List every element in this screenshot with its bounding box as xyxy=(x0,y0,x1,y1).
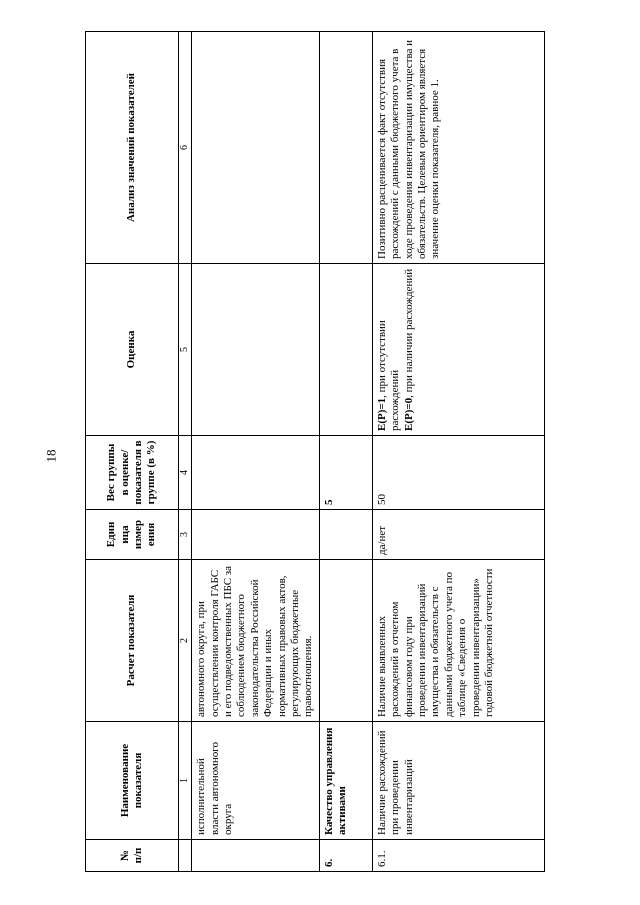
cell-name: исполнительной власти автономного округа xyxy=(192,722,320,840)
cell-name: Наличие расхождений при проведении инвентаризаций xyxy=(372,722,544,840)
column-number: 3 xyxy=(179,510,192,560)
cell-analysis: Позитивно расценивается факт отсутствия расхождений с данными бюджетного учета в ходе проведения инвентаризации имущества и обязательств. Целевым ориентиром является значение оценки показателя, равное 1. xyxy=(372,32,544,264)
score-line-2 xyxy=(403,268,416,431)
header-weight: Вес группы в оценке/ показателя в группе (в %) xyxy=(86,436,179,510)
header-row xyxy=(86,32,179,872)
header-calc: Расчет показателя xyxy=(86,560,179,722)
column-number-row xyxy=(179,32,192,872)
header-score: Оценка xyxy=(86,264,179,436)
cell-unit xyxy=(192,510,320,560)
score-formula-1: E(P)=1 xyxy=(375,397,388,431)
table-row xyxy=(192,32,320,872)
cell-score xyxy=(192,264,320,436)
score-formula-2: E(P)=0 xyxy=(402,397,415,431)
cell-calc: Наличие выявленных расхождений в отчетном финансовом году при проведении инвентаризаций имущества и обязательств с данными бюджетного учета по таблице «Сведения о проведении инвентаризации» годовой бюджетной отчетности xyxy=(372,560,544,722)
rotated-table-container xyxy=(85,32,560,872)
cell-score xyxy=(372,264,544,436)
table-row xyxy=(372,32,544,872)
cell-analysis xyxy=(192,32,320,264)
header-analysis: Анализ значений показателей xyxy=(86,32,179,264)
cell-name: Качество управления активами xyxy=(319,722,372,840)
score-text-2: , при наличии расхождений xyxy=(402,268,415,398)
indicators-table xyxy=(85,31,545,872)
cell-weight: 5 xyxy=(319,436,372,510)
score-text-1: , при отсутствии расхождений xyxy=(375,320,402,431)
cell-analysis xyxy=(319,32,372,264)
header-num: № п/п xyxy=(86,840,179,872)
column-number: 1 xyxy=(179,722,192,840)
cell-score xyxy=(319,264,372,436)
cell-num: 6.1. xyxy=(372,840,544,872)
column-number: 2 xyxy=(179,560,192,722)
column-number: 6 xyxy=(179,32,192,264)
column-number xyxy=(179,840,192,872)
header-name: Наименование показателя xyxy=(86,722,179,840)
table-row xyxy=(319,32,372,872)
header-unit: Един ица измер ения xyxy=(86,510,179,560)
score-line-1 xyxy=(376,268,403,431)
cell-calc xyxy=(319,560,372,722)
column-number: 5 xyxy=(179,264,192,436)
cell-unit: да/нет xyxy=(372,510,544,560)
column-number: 4 xyxy=(179,436,192,510)
cell-weight xyxy=(192,436,320,510)
cell-weight: 50 xyxy=(372,436,544,510)
page-number: 18 xyxy=(43,449,59,463)
cell-unit xyxy=(319,510,372,560)
cell-calc: автономного округа, при осуществлении контроля ГАБС и его подведомственных ПБС за соблюдением бюджетного законодательства Российской Федерации и иных нормативных правовых актов, регулирующих бюджетные правоотношения. xyxy=(192,560,320,722)
cell-num xyxy=(192,840,320,872)
cell-num: 6. xyxy=(319,840,372,872)
